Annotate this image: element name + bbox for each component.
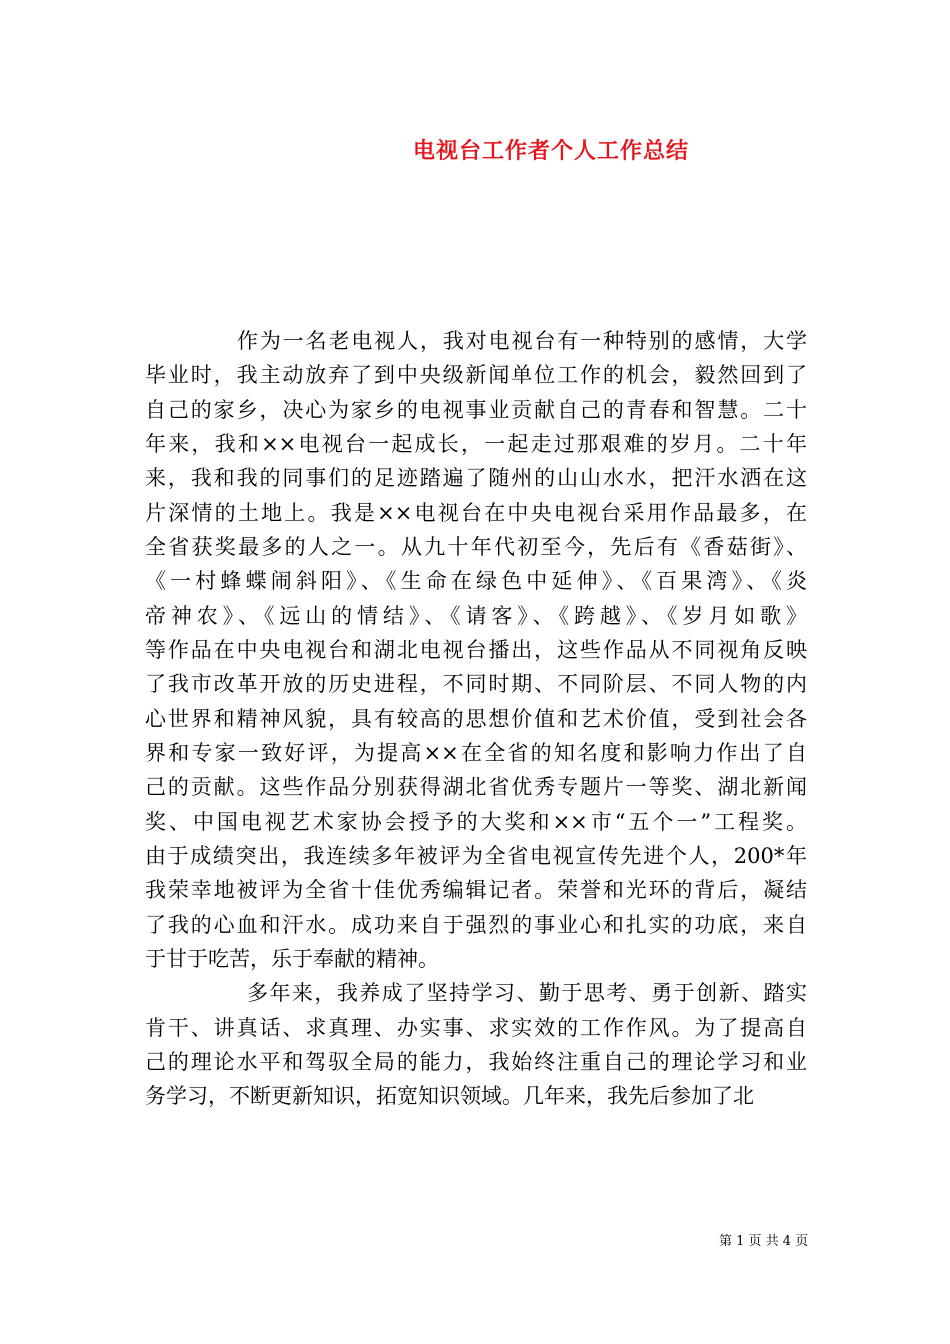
- text-line: 了我市改革开放的历史进程，不同时期、不同阶层、不同人物的内: [145, 672, 807, 697]
- document-title: 电视台工作者个人工作总结: [413, 138, 690, 164]
- text-line: 界和专家一致好评，为提高××在全省的知名度和影响力作出了自: [145, 740, 807, 765]
- text-line: 《一村蜂蝶闹斜阳》、《生命在绿色中延伸》、《百果湾》、《炎: [145, 569, 807, 594]
- text-line: 来，我和我的同事们的足迹踏遍了随州的山山水水，把汗水洒在这: [145, 466, 807, 491]
- text-line: 多年来，我养成了坚持学习、勤于思考、勇于创新、踏实: [247, 981, 807, 1006]
- text-line: 了我的心血和汗水。成功来自于强烈的事业心和扎实的功底，来自: [145, 912, 807, 937]
- text-line: 自己的家乡，决心为家乡的电视事业贡献自己的青春和智慧。二十: [145, 397, 807, 422]
- text-line: 务学习，不断更新知识，拓宽知识领域。几年来，我先后参加了北: [145, 1084, 754, 1109]
- text-line: 年来，我和××电视台一起成长，一起走过那艰难的岁月。二十年: [145, 431, 807, 456]
- text-line: 己的理论水平和驾驭全局的能力，我始终注重自己的理论学习和业: [145, 1049, 807, 1074]
- text-line: 帝神农》、《远山的情结》、《请客》、《跨越》、《岁月如歌》: [145, 603, 807, 628]
- text-line: 奖、中国电视艺术家协会授予的大奖和××市“五个一”工程奖。: [145, 809, 807, 834]
- paragraph: [145, 324, 807, 976]
- text-line: 己的贡献。这些作品分别获得湖北省优秀专题片一等奖、湖北新闻: [145, 775, 807, 800]
- text-line: 等作品在中央电视台和湖北电视台播出，这些作品从不同视角反映: [145, 637, 807, 662]
- text-line: 于甘于吃苦，乐于奉献的精神。: [145, 946, 439, 971]
- text-line: 片深情的土地上。我是××电视台在中央电视台采用作品最多，在: [145, 500, 807, 525]
- text-line: 由于成绩突出，我连续多年被评为全省电视宣传先进个人，200*年: [145, 843, 807, 868]
- text-line: 我荣幸地被评为全省十佳优秀编辑记者。荣誉和光环的背后，凝结: [145, 878, 807, 903]
- paragraph: [145, 976, 807, 1113]
- text-line: 心世界和精神风貌，具有较高的思想价值和艺术价值，受到社会各: [145, 706, 807, 731]
- text-line: 毕业时，我主动放弃了到中央级新闻单位工作的机会，毅然回到了: [145, 363, 807, 388]
- text-line: 作为一名老电视人，我对电视台有一种特别的感情，大学: [237, 329, 807, 353]
- page-footer: 第 1 页 共 4 页: [719, 1234, 809, 1249]
- text-line: 肯干、讲真话、求真理、办实事、求实效的工作作风。为了提高自: [145, 1015, 807, 1040]
- document-body: [145, 324, 807, 1114]
- text-line: 全省获奖最多的人之一。从九十年代初至今，先后有《香菇街》、: [145, 534, 807, 559]
